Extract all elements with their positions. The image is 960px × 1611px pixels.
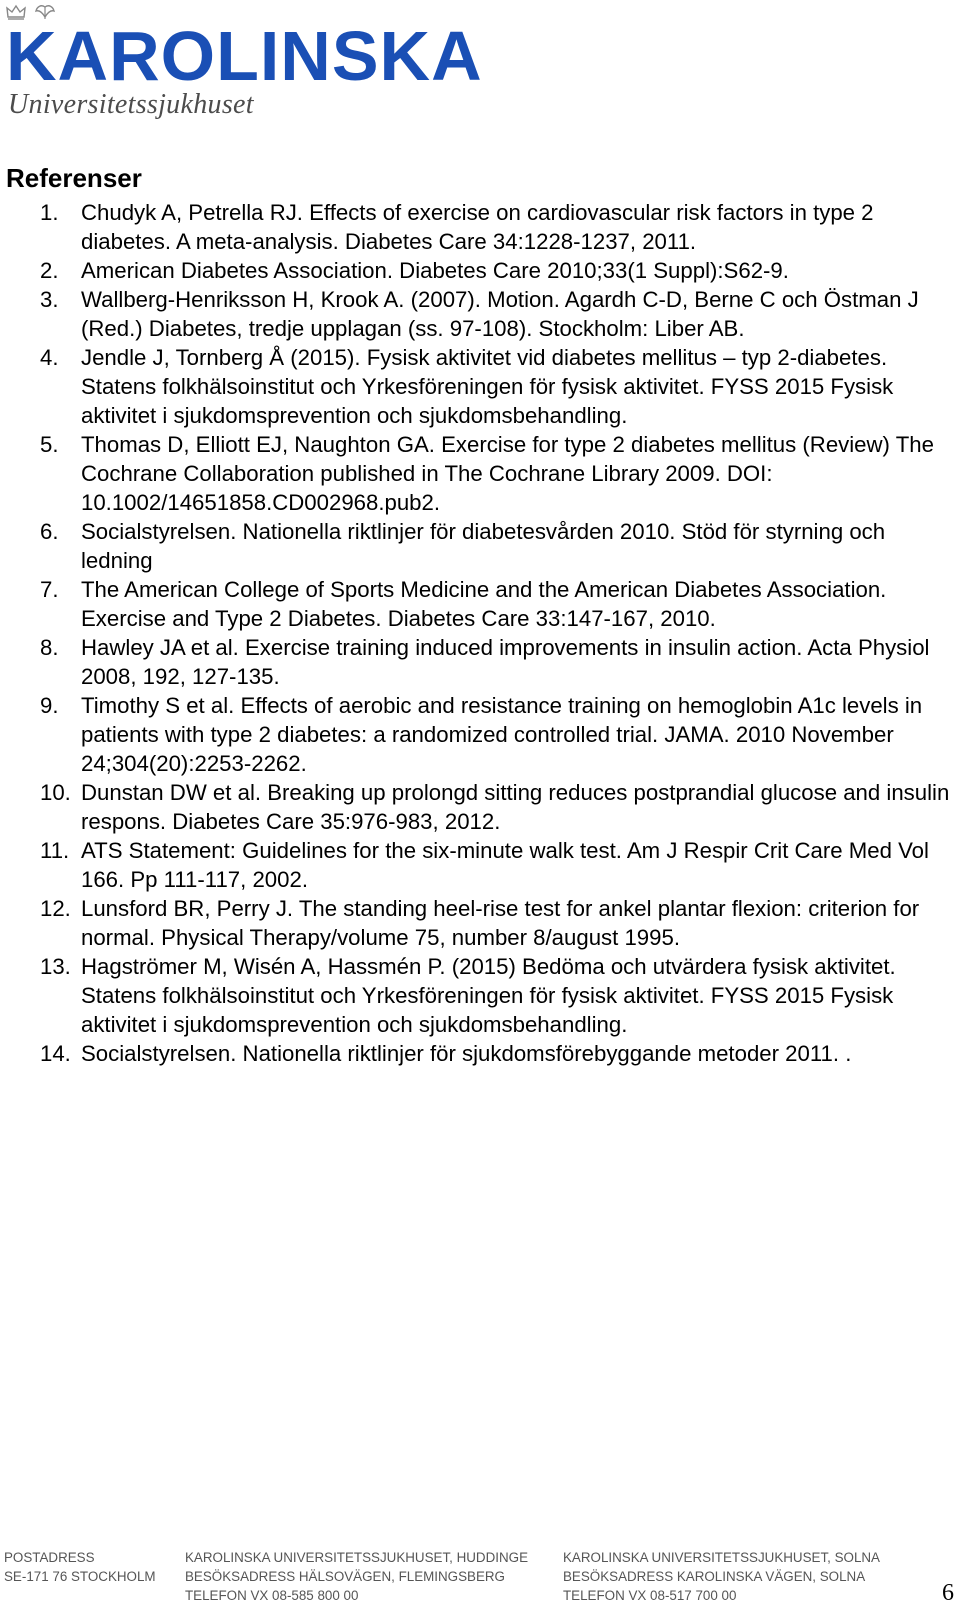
footer-solna-address [563, 1548, 880, 1605]
reference-number: 11. [40, 838, 70, 863]
footer-postal-address [4, 1548, 156, 1586]
reference-number: 6. [40, 519, 59, 544]
reference-item [0, 430, 960, 517]
reference-item [0, 517, 960, 575]
reference-item [0, 1039, 960, 1068]
reference-text: Hagströmer M, Wisén A, Hassmén P. (2015) Bedöma och utvärdera fysisk aktivitet. Statens folkhälsoinstitut och Yrkesföreningen för fysisk aktivitet. FYSS 2015 Fysisk aktivitet i sjukdomsprevention och sjukdomsbehandling. [81, 954, 896, 1037]
reference-number: 12. [40, 896, 71, 921]
reference-item [0, 894, 960, 952]
page-number: 6 [942, 1580, 954, 1606]
reference-text: Chudyk A, Petrella RJ. Effects of exercise on cardiovascular risk factors in type 2 diabetes. A meta-analysis. Diabetes Care 34:1228-1237, 2011. [81, 200, 874, 254]
reference-text: Timothy S et al. Effects of aerobic and resistance training on hemoglobin A1c levels in patients with type 2 diabetes: a randomized controlled trial. JAMA. 2010 November 24;304(20):2253-2262. [81, 693, 923, 776]
reference-number: 8. [40, 635, 59, 660]
logo-subtitle: Universitetssjukhuset [8, 89, 254, 120]
reference-number: 14. [40, 1041, 71, 1066]
footer-line: KAROLINSKA UNIVERSITETSSJUKHUSET, HUDDINGE [185, 1550, 529, 1565]
page-footer [0, 1548, 960, 1611]
reference-text: Socialstyrelsen. Nationella riktlinjer för diabetesvården 2010. Stöd för styrning och ledning [81, 519, 886, 573]
reference-text: Jendle J, Tornberg Å (2015). Fysisk aktivitet vid diabetes mellitus – typ 2-diabetes. Statens folkhälsoinstitut och Yrkesföreningen för fysisk aktivitet. FYSS 2015 Fysisk aktivitet i sjukdomsprevention och sjukdomsbehandling. [81, 345, 894, 428]
reference-number: 7. [40, 577, 59, 602]
footer-line: SE-171 76 STOCKHOLM [4, 1569, 156, 1584]
reference-text: The American College of Sports Medicine and the American Diabetes Association. Exercise and Type 2 Diabetes. Diabetes Care 33:147-167, 2010. [81, 577, 887, 631]
footer-line: TELEFON VX 08-517 700 00 [563, 1588, 737, 1603]
reference-number: 2. [40, 258, 59, 283]
reference-text: Wallberg-Henriksson H, Krook A. (2007). Motion. Agardh C-D, Berne C och Östman J (Red.) Diabetes, tredje upplagan (ss. 97-108). Stockholm: Liber AB. [81, 287, 919, 341]
reference-text: Thomas D, Elliott EJ, Naughton GA. Exercise for type 2 diabetes mellitus (Review) The Cochrane Collaboration published in The Cochrane Library 2009. DOI: 10.1002/14651858.CD002968.pub2. [81, 432, 934, 515]
footer-line: KAROLINSKA UNIVERSITETSSJUKHUSET, SOLNA [563, 1550, 880, 1565]
reference-number: 4. [40, 345, 59, 370]
footer-huddinge-address [185, 1548, 528, 1605]
reference-number: 3. [40, 287, 59, 312]
reference-text: Dunstan DW et al. Breaking up prolongd sitting reduces postprandial glucose and insulin respons. Diabetes Care 35:976-983, 2012. [81, 780, 950, 834]
reference-text: Hawley JA et al. Exercise training induced improvements in insulin action. Acta Physiol 2008, 192, 127-135. [81, 635, 930, 689]
references-heading: Referenser [6, 163, 142, 193]
reference-item [0, 836, 960, 894]
reference-item [0, 256, 960, 285]
reference-item [0, 778, 960, 836]
footer-line: BESÖKSADRESS HÄLSOVÄGEN, FLEMINGSBERG [185, 1569, 505, 1584]
logo-wordmark: KAROLINSKA [6, 17, 483, 95]
karolinska-logo [6, 4, 506, 124]
reference-item [0, 691, 960, 778]
reference-text: Socialstyrelsen. Nationella riktlinjer för sjukdomsförebyggande metoder 2011. . [81, 1041, 852, 1066]
reference-text: American Diabetes Association. Diabetes Care 2010;33(1 Suppl):S62-9. [81, 258, 789, 283]
reference-text: Lunsford BR, Perry J. The standing heel-rise test for ankel plantar flexion: criterion for normal. Physical Therapy/volume 75, number 8/august 1995. [81, 896, 920, 950]
reference-number: 1. [40, 200, 59, 225]
reference-text: ATS Statement: Guidelines for the six-minute walk test. Am J Respir Crit Care Med Vol 166. Pp 111-117, 2002. [81, 838, 929, 892]
reference-number: 10. [40, 780, 71, 805]
reference-number: 9. [40, 693, 59, 718]
footer-line: TELEFON VX 08-585 800 00 [185, 1588, 359, 1603]
reference-item [0, 575, 960, 633]
reference-number: 5. [40, 432, 59, 457]
reference-list [0, 198, 960, 1068]
reference-item [0, 633, 960, 691]
reference-item [0, 198, 960, 256]
reference-item [0, 285, 960, 343]
reference-number: 13. [40, 954, 71, 979]
reference-item [0, 343, 960, 430]
footer-line: BESÖKSADRESS KAROLINSKA VÄGEN, SOLNA [563, 1569, 866, 1584]
footer-line: POSTADRESS [4, 1550, 95, 1565]
reference-item [0, 952, 960, 1039]
